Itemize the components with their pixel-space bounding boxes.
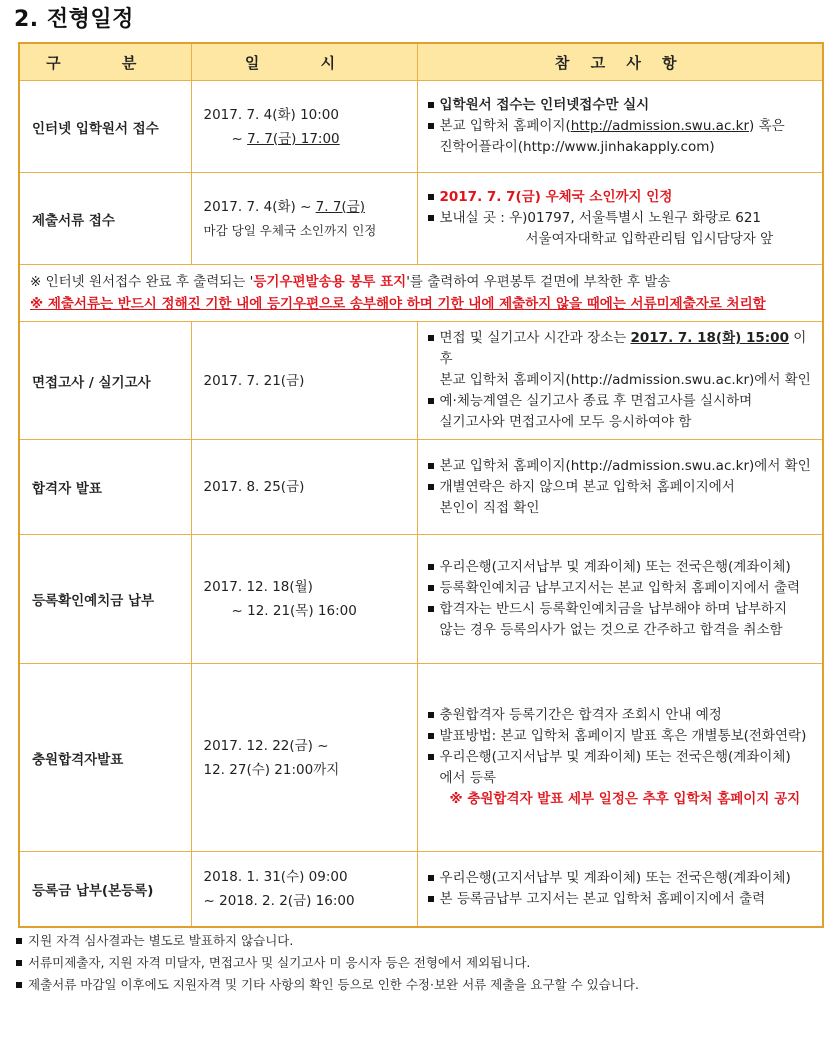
row-notes xyxy=(417,81,823,173)
footer-notes xyxy=(14,930,824,996)
note-item xyxy=(426,456,815,477)
row-category: 등록금 납부(본등록) xyxy=(19,852,191,927)
row-category: 인터넷 입학원서 접수 xyxy=(19,81,191,173)
date-line: 2017. 12. 22(금) ~ xyxy=(203,737,329,754)
note-text: 우리은행(고지서납부 및 계좌이체) 또는 전국은행(계좌이체) xyxy=(439,559,791,575)
note-text: 합격자는 반드시 등록확인예치금을 납부해야 하며 납부하지 xyxy=(439,601,787,617)
row-notes xyxy=(417,664,823,852)
footer-note: 지원 자격 심사결과는 별도로 발표하지 않습니다. xyxy=(14,930,824,952)
note-text: 충원합격자 등록기간은 합격자 조회시 안내 예정 xyxy=(439,707,722,723)
row-date xyxy=(191,440,417,535)
note-item xyxy=(426,116,815,158)
note-text: 발표방법: 본교 입학처 홈페이지 발표 혹은 개별통보(전화연락) xyxy=(439,728,807,744)
date-line: ~ 2018. 2. 2(금) 16:00 xyxy=(203,892,355,909)
notice-warning: ※ 제출서류는 반드시 정해진 기한 내에 등기우편으로 송부해야 하며 기한 내에 제출하지 않을 때에는 서류미제출자로 처리함 xyxy=(30,296,766,312)
table-row xyxy=(19,440,823,535)
notice-text: '를 출력하여 우편봉투 겉면에 부착한 후 발송 xyxy=(406,274,671,290)
row-category: 합격자 발표 xyxy=(19,440,191,535)
note-item xyxy=(426,868,815,889)
date-deadline: 7. 7(금) 17:00 xyxy=(247,130,340,147)
table-row xyxy=(19,535,823,664)
date-sub: 마감 당일 우체국 소인까지 인정 xyxy=(203,222,377,238)
row-date xyxy=(191,664,417,852)
date-line: 2017. 7. 21(금) xyxy=(203,372,305,389)
row-date xyxy=(191,535,417,664)
date-line: 2017. 7. 4(화) 10:00 xyxy=(203,106,339,123)
date-line: 2017. 8. 25(금) xyxy=(203,479,305,495)
note-text: 본교 입학처 홈페이지(http://admission.swu.ac.kr)에서 확인 xyxy=(439,372,811,388)
header-notes: 참 고 사 항 xyxy=(417,43,823,81)
note-text: 개별연락은 하지 않으며 본교 입학처 홈페이지에서 xyxy=(439,478,735,495)
notice-text: ※ 인터넷 원서접수 완료 후 출력되는 ' xyxy=(30,274,254,290)
note-text: 진학어플라이(http://www.jinhakapply.com) xyxy=(439,139,715,155)
row-category: 충원합격자발표 xyxy=(19,664,191,852)
note-text: 본교 입학처 홈페이지(http://admission.swu.ac.kr)에서 확인 xyxy=(439,457,811,474)
row-notes xyxy=(417,322,823,440)
row-date xyxy=(191,81,417,173)
row-notes xyxy=(417,535,823,664)
note-item xyxy=(426,578,815,599)
note-item xyxy=(426,557,815,578)
note-item xyxy=(426,789,815,810)
date-line: 2017. 7. 4(화) ~ xyxy=(203,198,316,215)
schedule-table xyxy=(18,42,824,928)
note-text: 예·체능계열은 실기고사 종료 후 면접고사를 실시하며 xyxy=(439,393,753,409)
note-item xyxy=(426,187,815,208)
date-line: ~ 12. 21(목) 16:00 xyxy=(231,603,357,619)
admission-link[interactable]: http://admission.swu.ac.kr xyxy=(570,118,750,134)
note-item xyxy=(426,208,815,250)
note-item xyxy=(426,95,815,116)
note-text: 우리은행(고지서납부 및 계좌이체) 또는 전국은행(계좌이체) xyxy=(439,869,791,886)
footer-note: 서류미제출자, 지원 자격 미달자, 면접고사 및 실기고사 미 응시자 등은 전형에서 제외됩니다. xyxy=(14,952,824,974)
row-date xyxy=(191,322,417,440)
note-item xyxy=(426,477,815,519)
note-text: 않는 경우 등록의사가 없는 것으로 간주하고 합격을 취소함 xyxy=(439,622,783,638)
note-item xyxy=(426,889,815,910)
notice-row xyxy=(19,265,823,322)
note-item xyxy=(426,705,815,726)
note-text: 우리은행(고지서납부 및 계좌이체) 또는 전국은행(계좌이체) xyxy=(439,749,791,765)
table-header-row xyxy=(19,43,823,81)
date-line: 12. 27(수) 21:00까지 xyxy=(203,761,340,778)
table-row xyxy=(19,173,823,265)
note-item xyxy=(426,391,815,433)
note-item xyxy=(426,747,815,789)
row-category: 등록확인예치금 납부 xyxy=(19,535,191,664)
note-warning: ※ 충원합격자 발표 세부 일정은 추후 입학처 홈페이지 공지 xyxy=(449,791,801,807)
row-date xyxy=(191,852,417,927)
notice-highlight: 등기우편발송용 봉투 표지 xyxy=(253,274,407,290)
note-deadline: 2017. 7. 18(화) 15:00 xyxy=(630,330,789,346)
date-line: 2018. 1. 31(수) 09:00 xyxy=(203,868,348,885)
table-row xyxy=(19,81,823,173)
row-notes xyxy=(417,852,823,927)
note-text: 에서 등록 xyxy=(439,770,496,786)
note-text: 이후 xyxy=(439,330,807,367)
date-deadline: 7. 7(금) xyxy=(315,198,366,215)
table-row xyxy=(19,664,823,852)
table-row xyxy=(19,852,823,927)
note-text: 본 등록금납부 고지서는 본교 입학처 홈페이지에서 출력 xyxy=(439,890,766,907)
note-text: 2017. 7. 7(금) 우체국 소인까지 인정 xyxy=(439,189,673,205)
note-text: 등록확인예치금 납부고지서는 본교 입학처 홈페이지에서 출력 xyxy=(439,580,801,596)
table-row xyxy=(19,322,823,440)
note-text: 보내실 곳 : 우)01797, 서울특별시 노원구 화랑로 621 xyxy=(439,210,762,226)
notice-cell xyxy=(19,265,823,322)
row-notes xyxy=(417,440,823,535)
date-prefix: ~ xyxy=(231,130,248,147)
date-line xyxy=(204,127,416,151)
note-item xyxy=(426,328,815,391)
page-heading: 2. 전형일정 xyxy=(14,7,134,32)
note-text: 본인이 직접 확인 xyxy=(439,499,540,516)
note-text: 본교 입학처 홈페이지( xyxy=(439,118,571,134)
note-item xyxy=(426,726,815,747)
row-date xyxy=(191,173,417,265)
note-text: ) 혹은 xyxy=(749,118,785,134)
row-category: 면접고사 / 실기고사 xyxy=(19,322,191,440)
note-item xyxy=(426,599,815,641)
note-text: 실기고사와 면접고사에 모두 응시하여야 함 xyxy=(439,414,692,430)
row-category: 제출서류 접수 xyxy=(19,173,191,265)
footer-note: 제출서류 마감일 이후에도 지원자격 및 기타 사항의 확인 등으로 인한 수정·보완 서류 제출을 요구할 수 있습니다. xyxy=(14,974,824,996)
date-line: 2017. 12. 18(월) xyxy=(203,579,313,595)
row-notes xyxy=(417,173,823,265)
header-category: 구 분 xyxy=(19,43,191,81)
header-date: 일 시 xyxy=(191,43,417,81)
note-text: 면접 및 실기고사 시간과 장소는 xyxy=(439,330,631,346)
note-text: 서울여자대학교 입학관리팀 입시담당자 앞 xyxy=(525,231,774,247)
note-text: 입학원서 접수는 인터넷접수만 실시 xyxy=(439,97,650,113)
